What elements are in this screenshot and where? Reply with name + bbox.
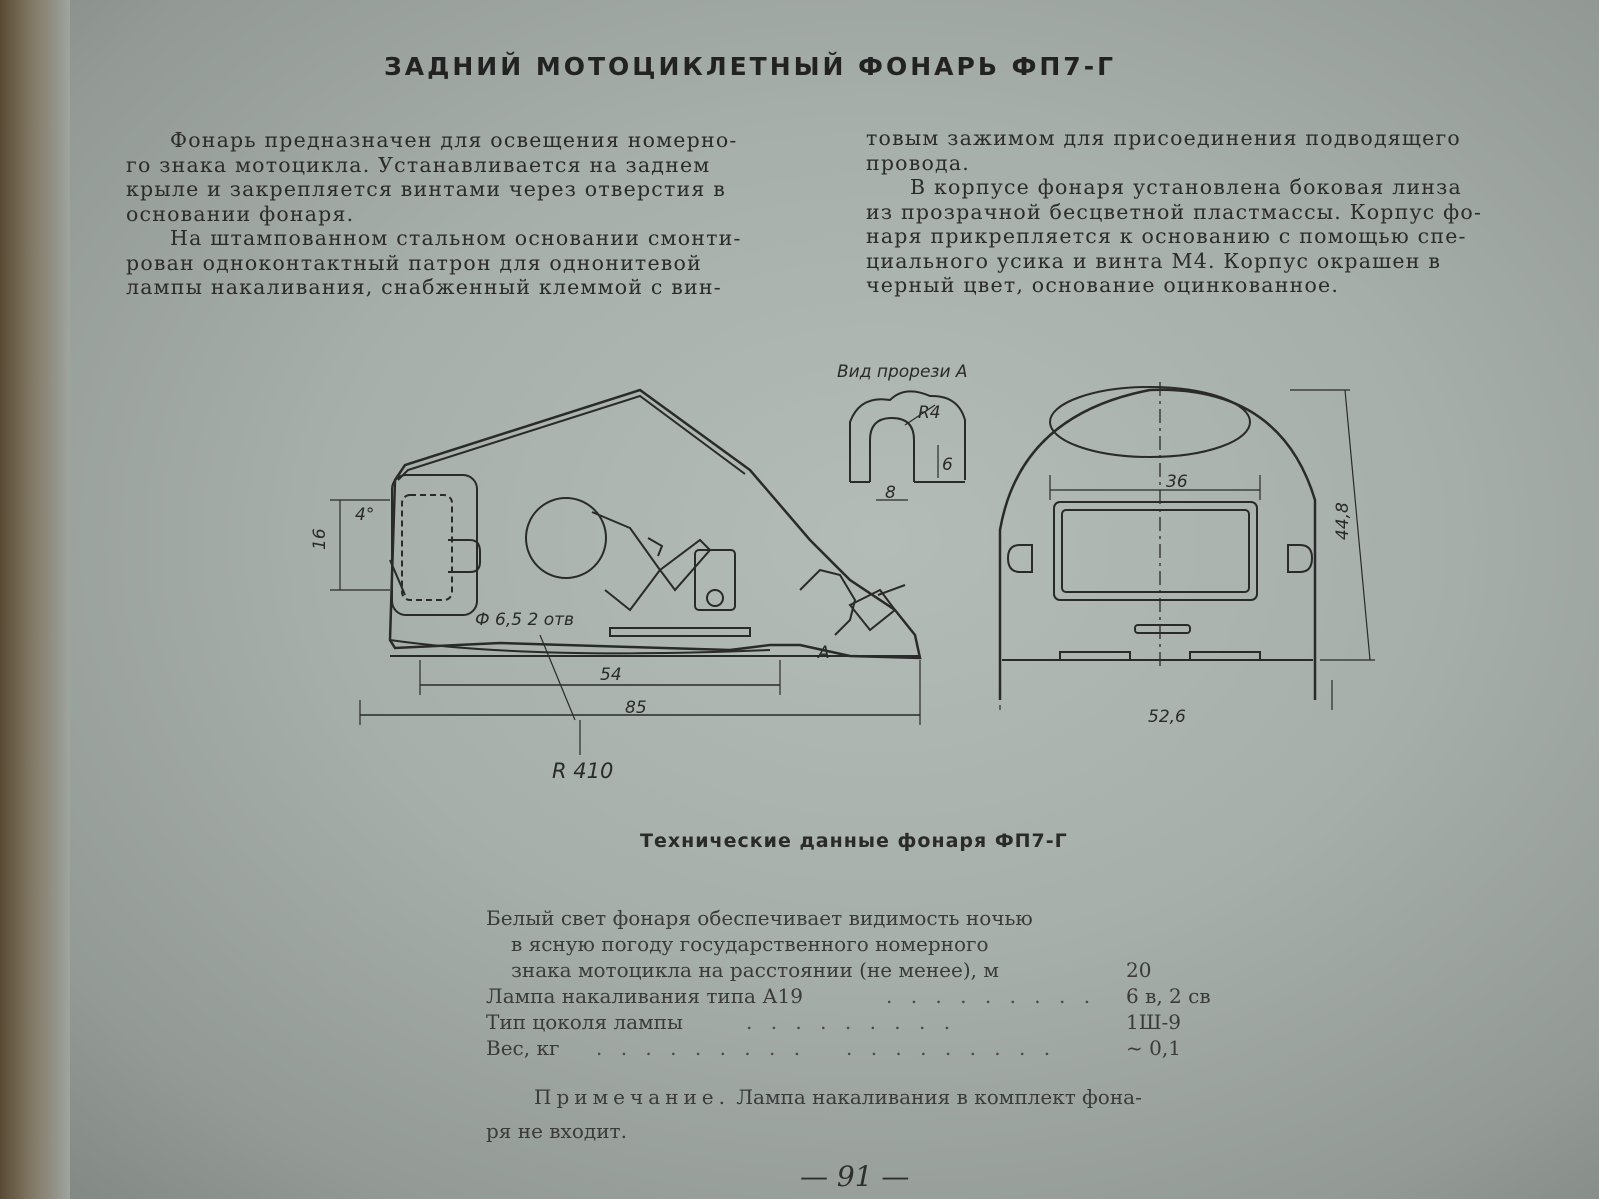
right-p2-l5: черный цвет, основание оцинкованное.	[866, 273, 1340, 297]
dim-54: 54	[600, 665, 622, 685]
spec-table	[486, 905, 1266, 1061]
right-column	[866, 126, 1516, 298]
spec-value: 6 в, 2 св	[1126, 984, 1211, 1008]
spec-label: Вес, кг	[486, 1036, 560, 1060]
spec-label: Белый свет фонаря обеспечивает видимость ночью	[486, 906, 1033, 930]
front-view	[1000, 382, 1375, 710]
dim-height-16: 16	[310, 528, 330, 550]
right-p1-l1: товым зажимом для присоединения подводящего	[866, 126, 1461, 150]
note-text-2: ря не входит.	[486, 1119, 627, 1143]
dim-52-6: 52,6	[1148, 707, 1186, 727]
spec-value: ~ 0,1	[1126, 1036, 1181, 1060]
dim-r410: R 410	[552, 759, 614, 783]
point-a-label: A	[818, 643, 830, 663]
dim-hole: Ф 6,5 2 отв	[475, 610, 575, 630]
page-number: — 91 —	[800, 1160, 910, 1193]
dim-36: 36	[1166, 472, 1188, 492]
leader-dots: . . . . . . . . .	[846, 1036, 1057, 1060]
spec-label: Лампа накаливания типа А19	[486, 984, 803, 1008]
dim-8: 8	[885, 483, 896, 503]
left-column	[126, 128, 796, 300]
technical-drawing	[310, 360, 1390, 790]
book-spine	[0, 0, 70, 1199]
left-p1-l4: основании фонаря.	[126, 201, 355, 226]
left-p1-l2: го знака мотоцикла. Устанавливается на заднем	[126, 152, 711, 177]
dim-85: 85	[625, 698, 647, 718]
dim-44-8: 44,8	[1333, 502, 1353, 540]
spec-value: 20	[1126, 958, 1152, 982]
spec-label: в ясную погоду государственного номерного	[511, 932, 989, 956]
spec-label: знака мотоцикла на расстоянии (не менее), м	[511, 958, 999, 982]
spec-title: Технические данные фонаря ФП7-Г	[640, 830, 1068, 852]
note-label: Примечание.	[534, 1085, 730, 1109]
spec-row	[486, 1035, 1266, 1061]
right-p2-l3: наря прикрепляется к основанию с помощью спе-	[866, 224, 1467, 248]
spec-row	[486, 905, 1266, 931]
dim-6: 6	[942, 455, 953, 475]
spec-row	[486, 931, 1266, 957]
leader-dots: . . . . . . . . .	[746, 1010, 957, 1034]
right-p2-l4: циального усика и винта М4. Корпус окрашен в	[866, 248, 1442, 273]
spec-label: Тип цоколя лампы	[486, 1010, 683, 1034]
spec-row	[486, 1009, 1266, 1035]
left-p2-l3: лампы накаливания, снабженный клеммой с вин-	[126, 275, 722, 299]
spec-row	[486, 983, 1266, 1009]
spec-row	[486, 957, 1266, 983]
left-p1-l3: крыле и закрепляется винтами через отверстия в	[126, 177, 726, 201]
leader-dots: . . . . . . . . .	[886, 984, 1097, 1008]
page-title: ЗАДНИЙ МОТОЦИКЛЕТНЫЙ ФОНАРЬ ФП7-Г	[384, 52, 1116, 81]
right-p2-l2: из прозрачной бесцветной пластмассы. Корпус фо-	[866, 199, 1483, 224]
view-a-label: Вид прорези А	[837, 362, 968, 382]
left-p1-l1: Фонарь предназначен для освещения номерно-	[170, 128, 738, 152]
spec-value: 1Ш-9	[1126, 1010, 1182, 1034]
left-p2-l2: рован одноконтактный патрон для однонитевой	[126, 250, 702, 275]
right-p2-l1: В корпусе фонаря установлена боковая линза	[910, 175, 1462, 199]
slot-view-a	[850, 391, 965, 500]
dim-angle: 4°	[355, 505, 375, 525]
leader-dots: . . . . . . . . .	[596, 1036, 807, 1060]
left-p2-l1: На штампованном стальном основании смонти-	[170, 226, 742, 250]
note	[486, 1080, 1246, 1148]
dim-r4: R4	[918, 403, 941, 423]
note-text: Лампа накаливания в комплект фона-	[736, 1085, 1142, 1109]
right-p1-l2: провода.	[866, 150, 970, 175]
